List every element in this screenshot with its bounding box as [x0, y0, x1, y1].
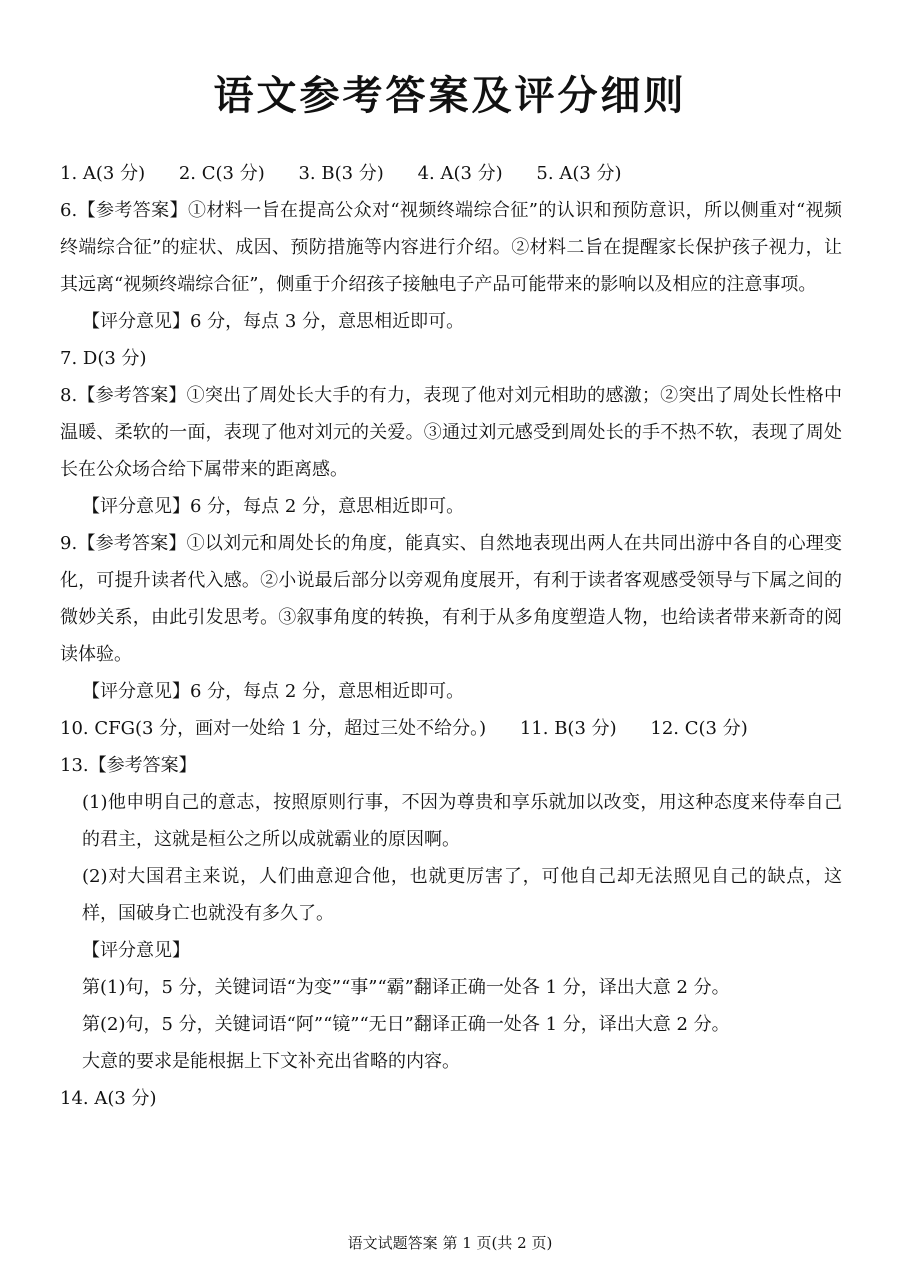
scoring-8: 【评分意见】6 分，每点 2 分，意思相近即可。 — [82, 496, 465, 517]
answer-5: 5. A(3 分) — [536, 163, 622, 184]
page-footer: 语文试题答案 第 1 页(共 2 页) — [347, 1234, 553, 1252]
translation-1: (1)他申明自己的意志，按照原则行事，不因为尊贵和享乐就加以改变，用这种态度来侍奉自己的君主，这就是桓公之所以成就霸业的原因啊。 — [82, 792, 842, 850]
scoring-13-note: 大意的要求是能根据上下文补充出省略的内容。 — [82, 1051, 460, 1072]
answer-14: 14. A(3 分) — [60, 1088, 157, 1109]
answer-10: 10. CFG(3 分，画对一处给 1 分，超过三处不给分。) — [60, 718, 487, 739]
scoring-6: 【评分意见】6 分，每点 3 分，意思相近即可。 — [82, 311, 465, 332]
answer-2: 2. C(3 分) — [178, 163, 265, 184]
answer-11: 11. B(3 分) — [519, 718, 617, 739]
answer-7: 7. D(3 分) — [60, 348, 147, 369]
answer-13-heading: 13.【参考答案】 — [60, 755, 197, 776]
scoring-13-sentence-1: 第(1)句，5 分，关键词语“为变”“事”“霸”翻译正确一处各 1 分，译出大意 2 分。 — [82, 977, 730, 998]
answer-12: 12. C(3 分) — [650, 718, 748, 739]
answers-10-12 — [60, 710, 842, 747]
page-title: 语文参考答案及评分细则 — [213, 72, 687, 119]
answer-content — [60, 155, 842, 1117]
answer-6: 6.【参考答案】①材料一旨在提高公众对“视频终端综合征”的认识和预防意识，所以侧重对“视频终端综合征”的症状、成因、预防措施等内容进行介绍。②材料二旨在提醒家长保护孩子视力，让其远离“视频终端综合征”，侧重于介绍孩子接触电子产品可能带来的影响以及相应的注意事项。 — [60, 200, 842, 295]
answer-3: 3. B(3 分) — [298, 163, 384, 184]
answers-1-5 — [60, 155, 842, 192]
scoring-9: 【评分意见】6 分，每点 2 分，意思相近即可。 — [82, 681, 465, 702]
scoring-13-heading: 【评分意见】 — [82, 940, 190, 961]
scoring-13-sentence-2: 第(2)句，5 分，关键词语“阿”“镜”“无日”翻译正确一处各 1 分，译出大意 2 分。 — [82, 1014, 730, 1035]
answer-4: 4. A(3 分) — [417, 163, 503, 184]
answer-9: 9.【参考答案】①以刘元和周处长的角度，能真实、自然地表现出两人在共同出游中各自的心理变化，可提升读者代入感。②小说最后部分以旁观角度展开，有利于读者客观感受领导与下属之间的微妙关系，由此引发思考。③叙事角度的转换，有利于从多角度塑造人物，也给读者带来新奇的阅读体验。 — [60, 533, 842, 665]
answer-8: 8.【参考答案】①突出了周处长大手的有力，表现了他对刘元相助的感激；②突出了周处长性格中温暖、柔软的一面，表现了他对刘元的关爱。③通过刘元感受到周处长的手不热不软，表现了周处长在公众场合给下属带来的距离感。 — [60, 385, 842, 480]
translation-2: (2)对大国君主来说，人们曲意迎合他，也就更厉害了，可他自己却无法照见自己的缺点，这样，国破身亡也就没有多久了。 — [82, 866, 842, 924]
answer-1: 1. A(3 分) — [60, 163, 146, 184]
